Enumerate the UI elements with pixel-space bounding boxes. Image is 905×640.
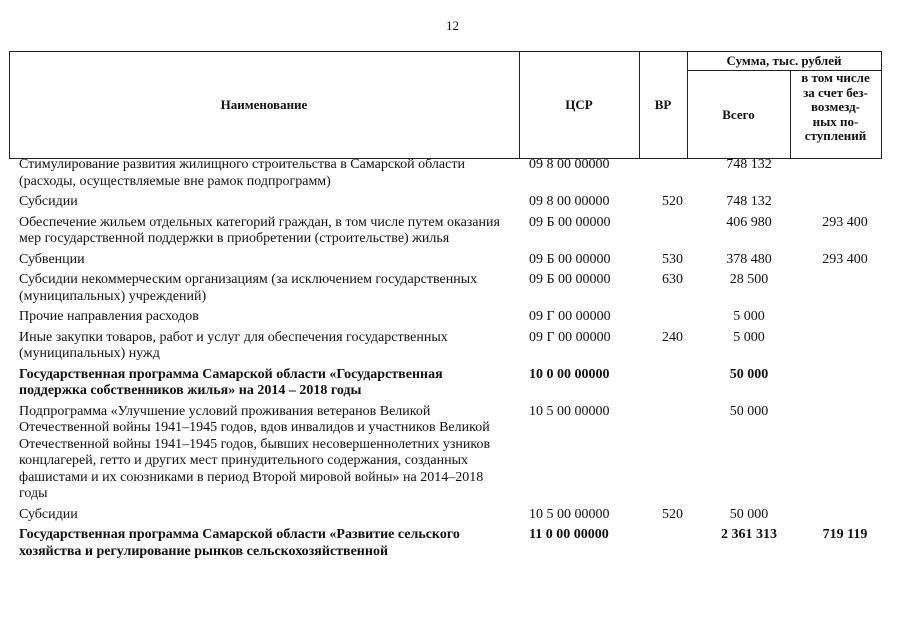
table-row — [9, 215, 889, 248]
row-csr: 10 0 00 00000 — [529, 366, 610, 382]
row-name: Прочие направления расходов — [19, 309, 199, 324]
row-name: Иные закупки товаров, работ и услуг для обеспечения государственных (муниципальных) нужд — [19, 329, 448, 361]
row-name: Стимулирование развития жилищного строительства в Самарской области (расходы, осуществляемые вне рамок подпрограмм) — [19, 157, 465, 189]
row-csr: 09 Б 00 00000 — [529, 272, 611, 287]
row-name: Государственная программа Самарской области «Государственная поддержка собственников жилья» на 2014 – 2018 годы — [19, 366, 443, 398]
row-name: Субсидии некоммерческим организациям (за исключением государственных (муниципальных) учреждений) — [19, 272, 478, 304]
table-row — [9, 272, 889, 305]
header-incl-line-5: ступлений — [804, 128, 867, 144]
row-vr: 530 — [662, 251, 683, 267]
row-csr: 09 Г 00 00000 — [529, 329, 611, 345]
header-name: Наименование — [220, 97, 308, 112]
row-total: 2 361 313 — [721, 527, 777, 542]
row-vr: 520 — [662, 506, 683, 522]
header-border-right — [881, 52, 882, 158]
row-name: Субсидии — [19, 194, 78, 209]
row-total: 50 000 — [729, 403, 769, 419]
row-name: Субвенции — [19, 251, 85, 267]
row-total: 748 132 — [726, 194, 772, 209]
row-vr: 630 — [662, 272, 683, 287]
row-csr: 09 8 00 00000 — [529, 194, 610, 209]
row-name: Государственная программа Самарской области «Развитие сельского хозяйства и регулирование рынков сельскохозяйственной — [19, 527, 460, 559]
row-vr: 520 — [662, 194, 683, 209]
row-total: 748 132 — [726, 157, 772, 172]
table-row — [9, 527, 889, 560]
row-total: 5 000 — [733, 309, 765, 324]
header-incl-line-3: возмезд- — [811, 99, 860, 115]
header-vr: ВР — [654, 97, 672, 112]
row-vr: 240 — [662, 329, 683, 345]
row-total: 50 000 — [729, 506, 769, 522]
table-row — [9, 157, 889, 190]
header-incl-line-2: за счет без- — [803, 84, 868, 100]
row-csr: 09 8 00 00000 — [529, 157, 610, 172]
header-total: Всего — [722, 106, 755, 122]
row-name: Субсидии — [19, 506, 78, 522]
header-amount: Сумма, тыс. рублей — [726, 53, 842, 68]
row-total: 406 980 — [726, 214, 772, 230]
row-csr: 10 5 00 00000 — [529, 403, 610, 419]
header-incl-line-1: в том числе — [801, 70, 870, 85]
header-incl-line-4: ных по- — [812, 113, 859, 129]
row-extra: 719 119 — [822, 527, 868, 542]
page-number: 12 — [446, 18, 459, 33]
table-header — [9, 51, 882, 159]
table-row — [9, 252, 889, 269]
row-csr: 10 5 00 00000 — [529, 506, 610, 522]
row-extra: 293 400 — [822, 214, 868, 230]
header-csr: ЦСР — [565, 97, 593, 112]
row-extra: 293 400 — [822, 251, 868, 267]
table-row — [9, 309, 889, 326]
row-total: 5 000 — [733, 329, 765, 345]
table-row — [9, 404, 889, 503]
row-name: Обеспечение жильем отдельных категорий граждан, в том числе путем оказания мер государственной поддержки в приобретении (строительстве) жилья — [19, 214, 500, 246]
header-incl-gratuitous — [790, 71, 881, 144]
row-csr: 09 Г 00 00000 — [529, 309, 611, 324]
row-name: Подпрограмма «Улучшение условий проживания ветеранов Великой Отечественной войны 1941–1945 годов, вдов инвалидов и участников Великой Отечественной войны 1941–1945 годов, бывших несовершеннолетних узников концлагерей, гетто и других мест принудительного содержания, созданных фашистами и их союзниками в период Второй мировой войны» на 2014–2018 годы — [19, 403, 491, 501]
row-total: 50 000 — [729, 366, 769, 382]
row-total: 28 500 — [729, 272, 769, 287]
row-csr: 09 Б 00 00000 — [529, 214, 611, 230]
row-csr: 09 Б 00 00000 — [529, 251, 611, 267]
table-row — [9, 507, 889, 524]
table-row — [9, 367, 889, 400]
row-csr: 11 0 00 00000 — [529, 527, 609, 542]
table-body — [9, 157, 889, 560]
table-row — [9, 330, 889, 363]
table-row — [9, 194, 889, 211]
row-total: 378 480 — [726, 251, 772, 267]
